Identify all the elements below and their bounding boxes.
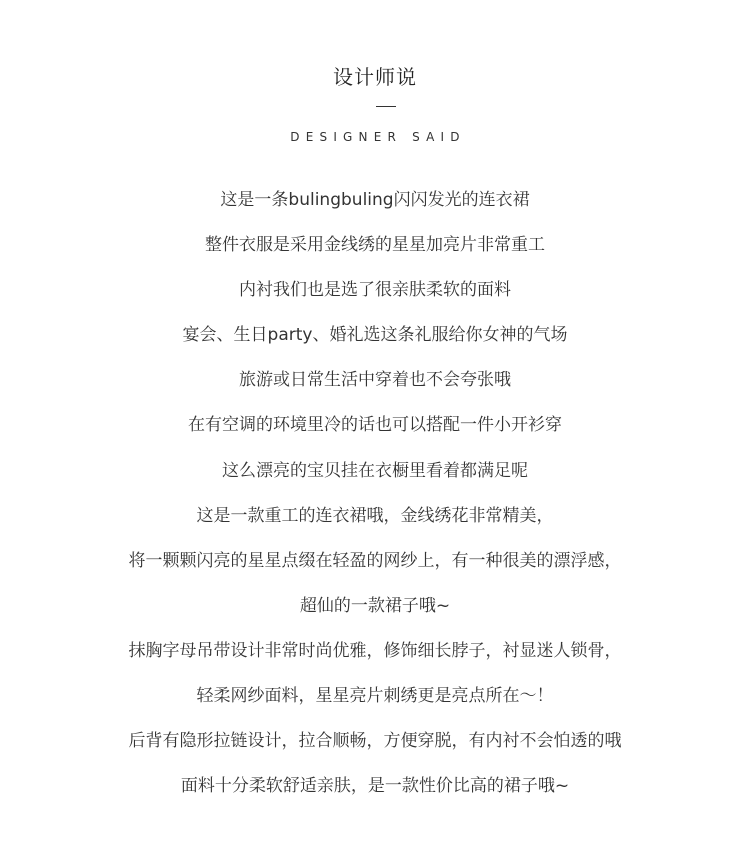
- section-subtitle: DESIGNER SAID: [290, 130, 466, 144]
- description-line: 轻柔网纱面料，星星亮片刺绣更是亮点所在～！: [196, 686, 554, 707]
- description-line: 宴会、生日party、婚礼选这条礼服给你女神的气场: [182, 325, 568, 346]
- description-line: 整件衣服是采用金线绣的星星加亮片非常重工: [205, 235, 545, 256]
- description-lines: [0, 184, 750, 815]
- description-line: 将一颗颗闪亮的星星点缀在轻盈的网纱上，有一种很美的漂浮感，: [128, 550, 622, 571]
- description-line: 后背有隐形拉链设计，拉合顺畅，方便穿脱，有内衬不会怕透的哦: [128, 731, 622, 752]
- description-line: 旅游或日常生活中穿着也不会夸张哦: [239, 370, 511, 391]
- description-line: 这是一条bulingbuling闪闪发光的连衣裙: [220, 190, 530, 210]
- description-line: 抹胸字母吊带设计非常时尚优雅，修饰细长脖子，衬显迷人锁骨，: [128, 640, 622, 661]
- description-line: 在有空调的环境里冷的话也可以搭配一件小开衫穿: [188, 415, 562, 436]
- description-line: 内衬我们也是选了很亲肤柔软的面料: [239, 280, 511, 301]
- description-line: 这么漂亮的宝贝挂在衣橱里看着都满足呢: [222, 460, 528, 481]
- title-divider: [376, 106, 396, 107]
- description-line: 这是一款重工的连衣裙哦，金线绣花非常精美，: [196, 505, 554, 526]
- description-line: 超仙的一款裙子哦~: [299, 595, 451, 616]
- section-title: 设计师说: [333, 65, 417, 89]
- description-line: 面料十分柔软舒适亲肤，是一款性价比高的裙子哦~: [180, 776, 570, 797]
